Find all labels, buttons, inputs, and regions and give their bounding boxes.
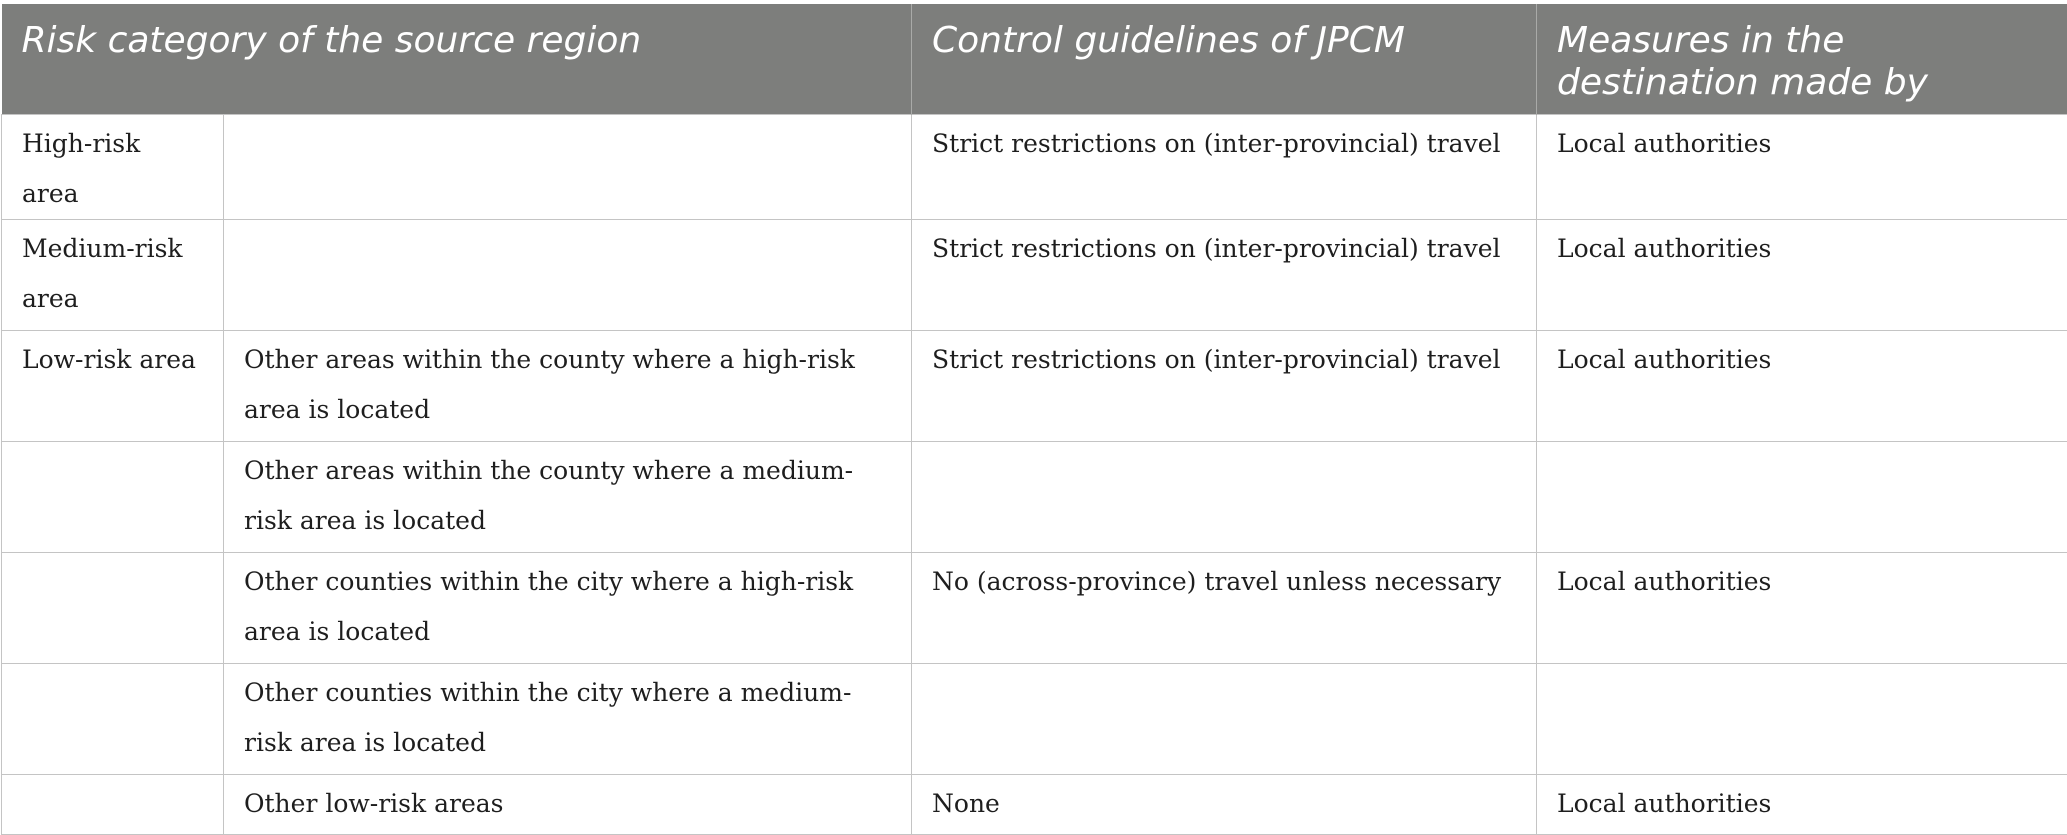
cell-category <box>2 553 224 664</box>
header-control-guidelines: Control guidelines of JPCM <box>912 4 1537 115</box>
cell-guideline: No (across-province) travel unless necessary <box>912 553 1537 664</box>
risk-control-table <box>1 4 2067 835</box>
table-row <box>2 115 2067 220</box>
cell-subcategory: Other counties within the city where a high-risk area is located <box>224 553 912 664</box>
cell-guideline: Strict restrictions on (inter-provincial) travel <box>912 331 1537 442</box>
cell-measures: Local authorities <box>1537 220 2067 331</box>
cell-guideline <box>912 442 1537 553</box>
cell-guideline <box>912 664 1537 775</box>
cell-subcategory <box>224 115 912 220</box>
cell-category: High-risk area <box>2 115 224 220</box>
table-header <box>2 4 2067 115</box>
cell-category <box>2 664 224 775</box>
table-row <box>2 442 2067 553</box>
cell-subcategory: Other areas within the county where a medium-risk area is located <box>224 442 912 553</box>
cell-category <box>2 442 224 553</box>
header-row <box>2 4 2067 115</box>
table-row <box>2 553 2067 664</box>
cell-subcategory: Other counties within the city where a medium-risk area is located <box>224 664 912 775</box>
cell-measures <box>1537 664 2067 775</box>
cell-guideline: Strict restrictions on (inter-provincial) travel <box>912 220 1537 331</box>
table-row <box>2 331 2067 442</box>
cell-subcategory: Other areas within the county where a high-risk area is located <box>224 331 912 442</box>
cell-category <box>2 775 224 835</box>
cell-guideline: Strict restrictions on (inter-provincial) travel <box>912 115 1537 220</box>
table-row <box>2 220 2067 331</box>
table-body <box>2 115 2067 835</box>
cell-category: Low-risk area <box>2 331 224 442</box>
table-row <box>2 664 2067 775</box>
cell-measures: Local authorities <box>1537 115 2067 220</box>
risk-control-table-container <box>1 4 2067 835</box>
header-destination-measures: Measures in the destination made by <box>1537 4 2067 115</box>
cell-category: Medium-risk area <box>2 220 224 331</box>
cell-subcategory <box>224 220 912 331</box>
cell-measures: Local authorities <box>1537 553 2067 664</box>
header-risk-category: Risk category of the source region <box>2 4 912 115</box>
cell-measures <box>1537 442 2067 553</box>
table-row <box>2 775 2067 835</box>
cell-guideline: None <box>912 775 1537 835</box>
cell-measures: Local authorities <box>1537 775 2067 835</box>
cell-measures: Local authorities <box>1537 331 2067 442</box>
cell-subcategory: Other low-risk areas <box>224 775 912 835</box>
